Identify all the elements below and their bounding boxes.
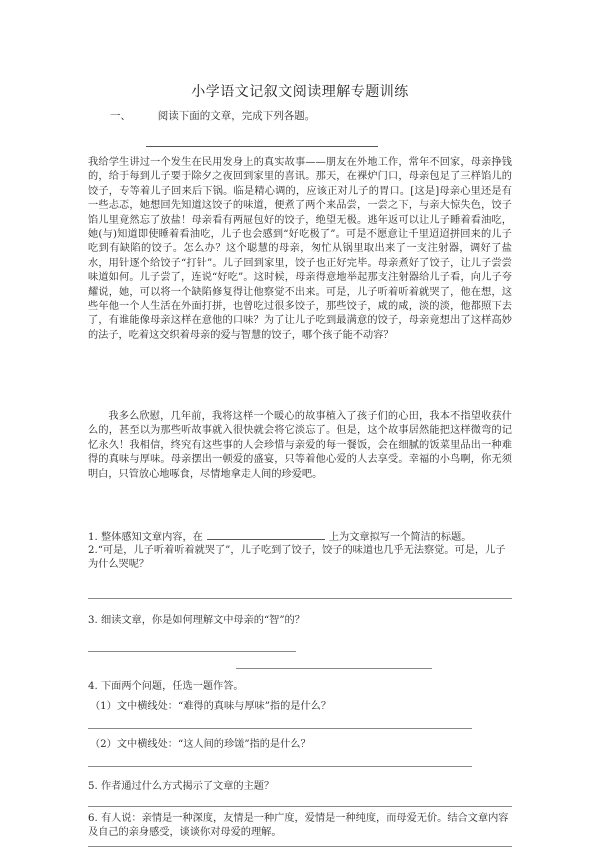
question-2: 2.“可是，儿子听着听着就哭了”，儿子吃到了饺子，饺子的味道也几乎无法察觉。可是，儿子为什么哭呢？ xyxy=(88,545,506,571)
question-6: 6. 有人说：亲情是一种深度，友情是一种广度，爱情是一种纯度，而母爱无价。结合文章内容及自己的亲身感受，谈谈你对母爱的理解。 xyxy=(88,813,509,839)
passage-title-blank-line xyxy=(146,146,378,147)
question-3-answer-line-2[interactable] xyxy=(236,668,432,669)
question-4-option-1: （1）文中横线处：“难得的真味与厚味”指的是什么？ xyxy=(90,701,332,712)
page-title: 小学语文记叙文阅读理解专题训练 xyxy=(191,84,409,100)
question-3-answer-line-1[interactable] xyxy=(88,651,296,652)
passage-paragraph-1: 我给学生讲过一个发生在民用发身上的真实故事——朋友在外地工作，常年不回家，母亲挣钱的，给于每到儿子要于除夕之夜回到家里的喜讯。那天，在裸炉门口，母亲包足了三样馅儿的饺子，专等着儿子回来后下锅。临是精心调的，应该正对儿子的胃口。[这是]母亲心里还是有一些忐忑，她想回先知道这饺子的味道，便煮了两个来品尝，一尝之下，与亲大惊失色，饺子馅儿里竟然忘了放盐！母亲看有两屉包好的饺子，绝望无极。逃年返可以让儿子睡着看油吃，她(与)知道即使睡着看油吃，儿子也会感到“好吃极了”。可是不愿意让千里迢迢拼回来的儿子吃到有缺陷的饺子。怎么办？这个聪慧的母亲，匆忙从锅里取出来了一支注射器，调好了盐水，用针逐个给饺子“打针”。儿子回到家里，饺子也正好完毕。母亲煮好了饺子，让儿子尝尝味道如何。儿子尝了，连说“好吃”。这时候，母亲得意地举起那支注射器给儿子看，向儿子夸耀说，她，可以将一个缺陷修复得让他察觉不出来。可是，儿子听着听着就哭了，他在想，这些年他一个人生活在外面打拼，也曾吃过很多饺子，那些饺子，咸的咸，淡的淡，他都照下去了，有谁能像母亲这样在意他的口味？为了让儿子吃到最满意的饺子，母亲竟想出了这样高妙的法子，吃着这交织着母亲的爱与智慧的饺子，哪个孩子能不动容？ xyxy=(88,157,512,341)
question-1 xyxy=(88,528,512,545)
question-5-answer-line[interactable] xyxy=(88,806,512,807)
question-4: 4. 下面两个问题，任选一题作答。 xyxy=(88,681,244,692)
question-6-answer-line[interactable] xyxy=(88,846,512,847)
question-4-option-2: （2）文中横线处：“这人间的珍馐”指的是什么？ xyxy=(90,739,311,750)
question-1-answer-blank[interactable] xyxy=(207,528,325,540)
question-5: 5. 作者通过什么方式揭示了文章的主题？ xyxy=(88,781,275,792)
passage-paragraph-2: 我多么欣慰，几年前，我将这样一个暖心的故事植入了孩子们的心田，我本不指望收获什么的，甚至以为那些听故事就入很快就会将它淡忘了。但是，这个故事居然能把这样微弯的记忆永久！我相信，终究有这些事的人会珍惜与亲爱的每一餐饭，会在细腻的饭菜里品出一种难得的真味与厚味。母亲摆出一顿爱的盛宴，只等着他心爱的人去享受。幸福的小鸟啊，你无须明白，只管放心地啄食，尽情地拿走人间的珍爱吧。 xyxy=(88,411,512,480)
question-1-text-b: 上为文章拟写一个简洁的标题。 xyxy=(328,532,472,543)
question-4-option-1-answer-line[interactable] xyxy=(88,728,472,729)
question-2-answer-line[interactable] xyxy=(88,598,512,599)
question-3: 3. 细读文章，你是如何理解文中母亲的“智”的？ xyxy=(88,615,305,626)
question-1-text-a: 1. 整体感知文章内容，在 xyxy=(88,532,203,543)
question-4-option-2-answer-line[interactable] xyxy=(88,766,472,767)
section-instruction: 一、 阅读下面的文章，完成下列各题。 xyxy=(110,110,316,122)
